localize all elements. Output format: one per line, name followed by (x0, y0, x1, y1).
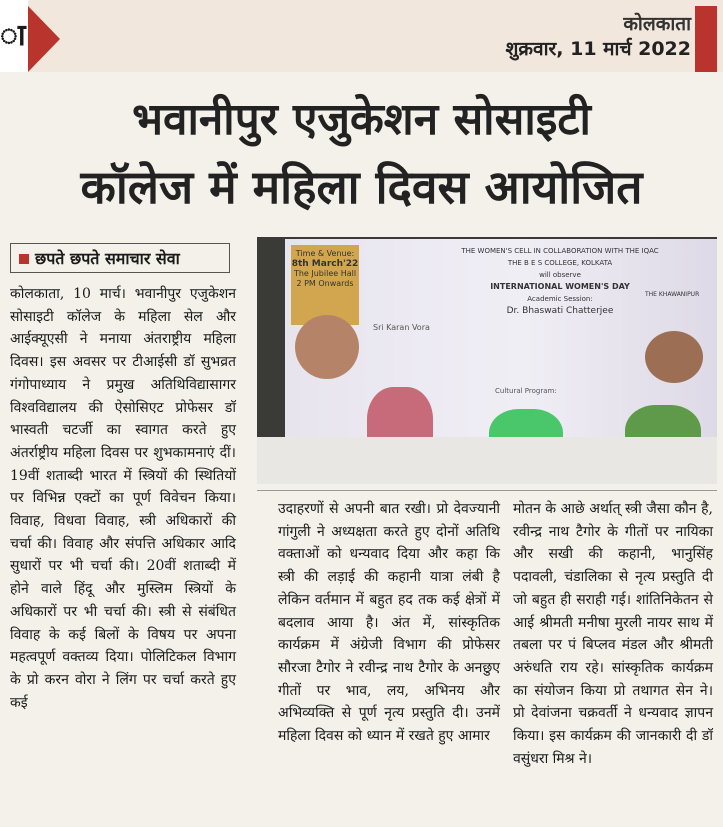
banner-women-cell: THE WOMEN'S CELL IN COLLABORATION WITH THE IQAC (461, 247, 659, 255)
byline (10, 243, 230, 273)
dateline (506, 12, 692, 62)
banner-speaker-1: Dr. Bhaswati Chatterjee (506, 306, 614, 316)
date: शुक्रवार, 11 मार्च 2022 (505, 38, 691, 60)
banner-speaker-2: Sri Karan Vora (373, 323, 430, 332)
article-column-2: उदाहरणों से अपनी बात रखी। प्रो देवज्यानी गांगुली ने अध्यक्षता करते हुए दोनों अतिथि वक्ताओं को धन्यवाद दिया और कहा कि स्त्री की लड़ाई की कहानी यात्रा लंबी है लेकिन वर्तमान में बहुत हद तक कई क्षेत्रों में बदलाव आया है। अंत में, सांस्कृतिक कार्यक्रम में अंग्रेजी विभाग की प्रोफेसर सौरजा टैगोर ने रवीन्द्र नाथ टैगोर के अनछुए गीतों पर भाव, लय, अभिनय और अभिव्यक्ति से पूर्ण नृत्य प्रस्तुति दी। उनमें महिला दिवस को ध्यान में रखते हुए आमार (278, 501, 500, 745)
banner-time-venue (291, 245, 359, 325)
banner-title (445, 245, 675, 317)
stage-table (257, 437, 717, 484)
masthead-fragment: ा (0, 0, 28, 72)
masthead (0, 0, 723, 72)
square-bullet-icon (19, 254, 29, 264)
headline-line-1: भवानीपुर एजुकेशन सोसाइटी (132, 94, 591, 145)
banner-program: Cultural Program: (495, 387, 557, 395)
headline-line-2: कॉलेज में महिला दिवस आयोजित (80, 160, 643, 214)
article-column-1: कोलकाता, 10 मार्च। भवानीपुर एजुकेशन सोसाइटी कॉलेज के महिला सेल और आईक्यूएसी ने मनाया अंतराष्ट्रीय महिला दिवस। इस अवसर पर टीआईसी डॉ सुभव्रत गंगोपाध्याय ने प्रमुख अतिथिविद्यासागर विश्वविद्यालय की ऐसोसिएट प्रोफेसर डॉ भास्वती चटर्जी का स्वागत करते हुए अंतर्राष्ट्रीय महिला दिवस पर शुभकामनाएं दीं। 19वीं शताब्दी भारत में स्त्रियों की स्थितियों पर विभिन्न एक्टों का पूर्ण विवेचन किया। विवाह, विधवा विवाह, स्त्री अधिकारों की चर्चा की। विवाह और संपत्ति अधिकार आदि सुधारों पर भी चर्चा की। 20वीं शताब्दी में होने वाले हिंदू और मुस्लिम स्त्रियों के अधिकारों पर भी चर्चा की। स्त्री से संबंधित विवाह के कई बिलों के विषय पर अपना महत्वपूर्ण वक्तव्य दिया। पोलिटिकल विभाग के प्रो करन वोरा ने लिंग पर चर्चा करते हुए कई (10, 286, 236, 711)
accent-bar (695, 6, 717, 72)
banner-time: 2 PM Onwards (296, 279, 354, 288)
article-column-3: मोतन के आछे अर्थात् स्त्री जैसा कौन है, रवीन्द्र नाथ टैगोर के गीतों पर नायिका और सखी की कहानी, भानुसिंह पदावली, चंडालिका से नृत्य प्रस्तुति दी जो बहुत ही सराही गई। शांतिनिकेतन से आई श्रीमती मनीषा मुरली नायर साथ में तबला पर पं बिप्लव मंडल और श्रीमती अरुंधति राय रहे। सांस्कृतिक कार्यक्रम का संयोजन किया प्रो तथागत सेन ने। प्रो देवांजना चक्रवर्ती ने धन्यवाद ज्ञापन किया। इस कार्यक्रम की जानकारी दी डॉ वसुंधरा मिश्र ने। (513, 501, 713, 767)
speaker-portrait (645, 331, 703, 383)
banner-observe: will observe (539, 271, 581, 279)
event-photo (257, 237, 717, 484)
column-divider (257, 490, 717, 491)
banner-college: THE B E S COLLEGE, KOLKATA (507, 259, 613, 267)
banner-date: 8th March'22 (291, 259, 359, 269)
banner-event: INTERNATIONAL WOMEN'S DAY (490, 282, 630, 291)
arrow-icon (28, 6, 60, 72)
banner-time-label: Time & Venue: (295, 249, 355, 258)
banner-session: Academic Session: (527, 295, 593, 303)
headline (0, 88, 723, 222)
speaker-portrait (295, 315, 359, 379)
banner-brand: THE KHAWANIPUR (645, 291, 700, 298)
banner-hall: The Jubilee Hall (293, 269, 357, 278)
byline-text: छपते छपते समाचार सेवा (35, 249, 180, 268)
city: कोलकाता (623, 13, 691, 35)
